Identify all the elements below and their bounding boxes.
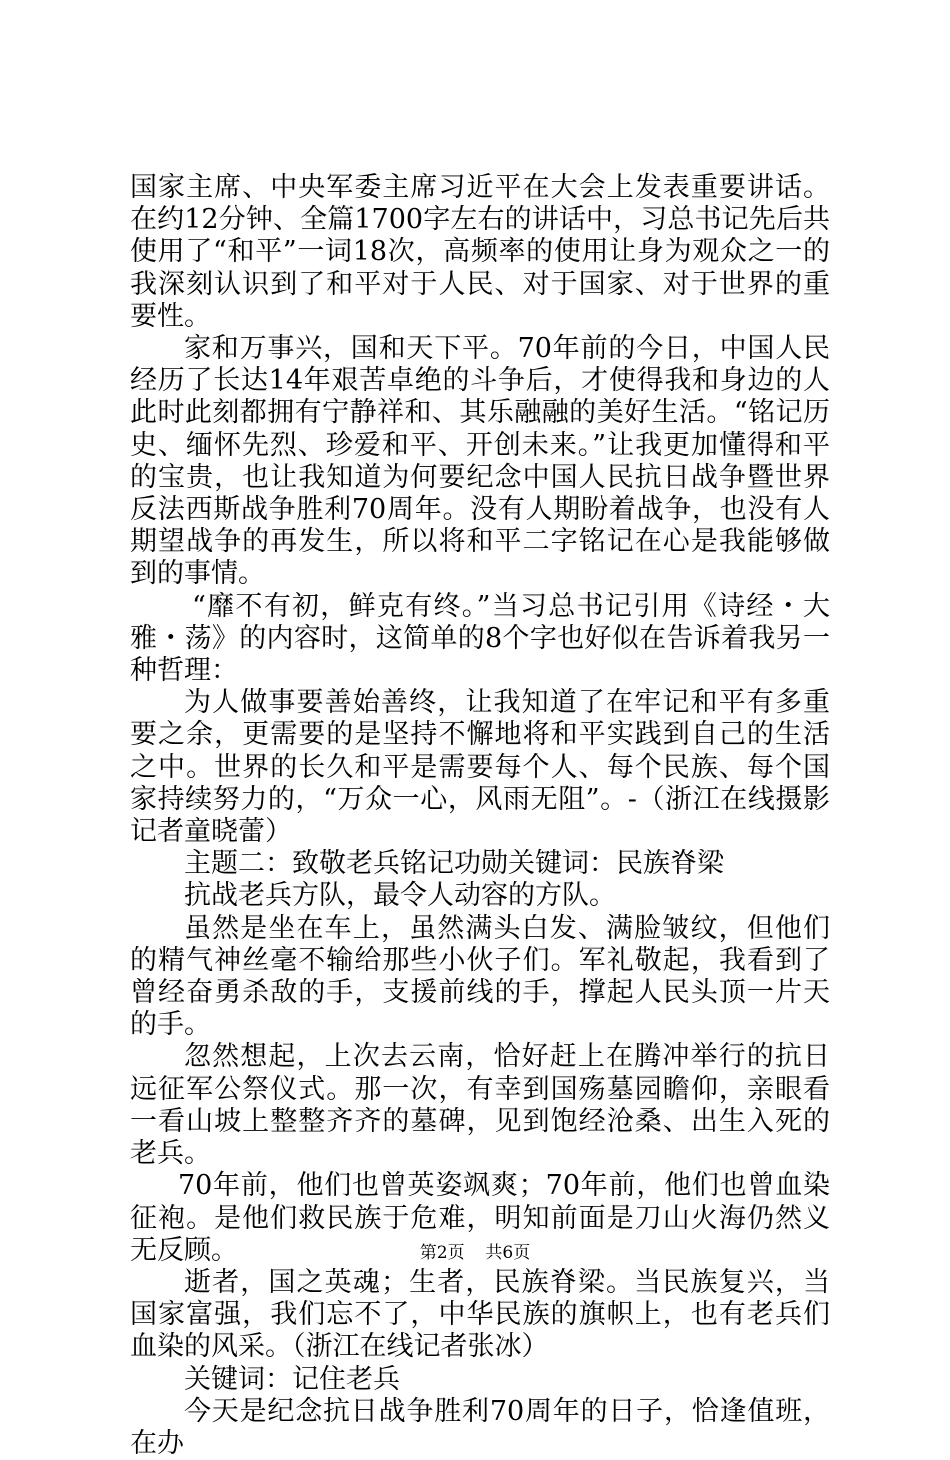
page-footer — [0, 1238, 950, 1263]
paragraph-9: 逝者，国之英魂；生者，民族脊梁。当民族复兴，当国家富强，我们忘不了，中华民族的旗帜上，也有老兵们血染的风采。（浙江在线记者张冰） — [130, 1266, 830, 1363]
paragraph-4: 为人做事要善始善终，让我知道了在牢记和平有多重要之余，更需要的是坚持不懈地将和平实践到自己的生活之中。世界的长久和平是需要每个人、每个民族、每个国家持续努力的，“万众一心，风雨无阻”。-（浙江在线摄影记者童晓蕾） — [130, 687, 830, 848]
paragraph-6: 虽然是坐在车上，虽然满头白发、满脸皱纹，但他们的精气神丝毫不输给那些小伙子们。军礼敬起，我看到了曾经奋勇杀敌的手，支援前线的手，撑起人民头顶一片天的手。 — [130, 912, 830, 1041]
paragraph-8: 70年前，他们也曾英姿飒爽；70年前，他们也曾血染征袍。是他们救民族于危难，明知前面是刀山火海仍然义无反顾。 — [130, 1170, 830, 1266]
paragraph-7: 忽然想起，上次去云南，恰好赶上在腾冲举行的抗日远征军公祭仪式。那一次，有幸到国殇墓园瞻仰，亲眼看一看山坡上整整齐齐的墓碑，见到饱经沧桑、出生入死的老兵。 — [130, 1041, 830, 1170]
paragraph-5: 抗战老兵方队，最令人动容的方队。 — [184, 880, 616, 912]
body-text — [130, 172, 830, 1460]
paragraph-2: 家和万事兴，国和天下平。70年前的今日，中国人民经历了长达14年艰苦卓绝的斗争后，才使得我和身边的人此时此刻都拥有宁静祥和、其乐融融的美好生活。“铭记历史、缅怀先烈、珍爱和平、开创未来。”让我更加懂得和平的宝贵，也让我知道为何要纪念中国人民抗日战争暨世界反法西斯战争胜利70周年。没有人期盼着战争，也没有人期望战争的再发生，所以将和平二字铭记在心是我能够做到的事情。 — [130, 333, 830, 590]
paragraph-10: 今天是纪念抗日战争胜利70周年的日子，恰逢值班，在办 — [130, 1395, 830, 1459]
page-number: 第2页 — [419, 1243, 465, 1263]
paragraph-1: 国家主席、中央军委主席习近平在大会上发表重要讲话。在约12分钟、全篇1700字左右的讲话中，习总书记先后共使用了“和平”一词18次，高频率的使用让身为观众之一的我深刻认识到了和平对于人民、对于国家、对于世界的重要性。 — [130, 172, 830, 332]
keyword-line: 关键词：记住老兵 — [184, 1363, 400, 1395]
page-total: 共6页 — [485, 1243, 531, 1263]
section-heading: 主题二：致敬老兵铭记功勋关键词：民族脊梁 — [184, 848, 724, 880]
paragraph-3: “靡不有初，鲜克有终。”当习总书记引用《诗经・大雅・荡》的内容时，这简单的8个字也好似在告诉着我另一种哲理： — [130, 590, 830, 687]
